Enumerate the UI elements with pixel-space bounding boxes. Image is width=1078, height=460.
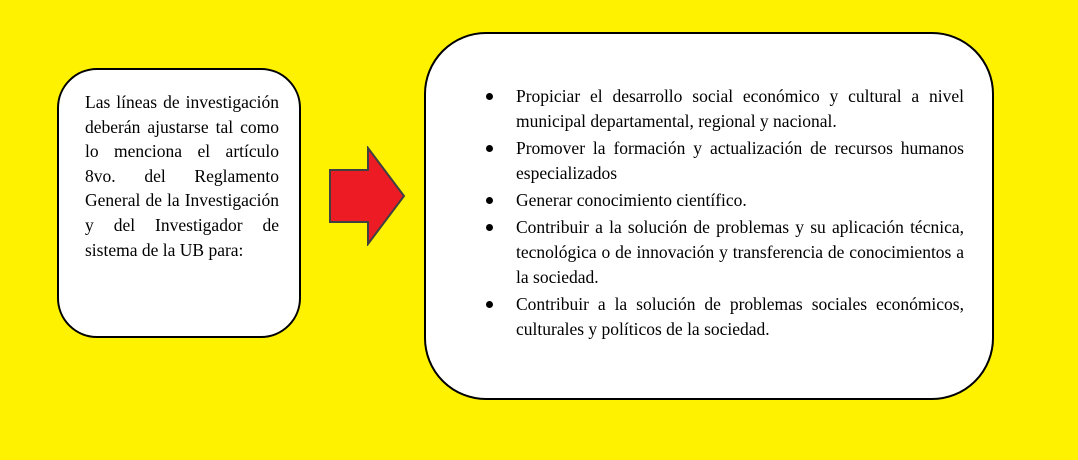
arrow-shape (330, 148, 404, 244)
objective-text: Contribuir a la solución de problemas sociales económicos, culturales y políticos de la sociedad. (516, 294, 964, 339)
objective-item (482, 188, 964, 213)
objective-item (482, 215, 964, 290)
bullet-icon (486, 301, 493, 308)
objective-item (482, 136, 964, 186)
right-arrow-icon (328, 146, 406, 246)
objective-text: Promover la formación y actualización de recursos humanos especializados (516, 138, 964, 183)
objective-text: Contribuir a la solución de problemas y su aplicación técnica, tecnológica o de innovación y transferencia de conocimientos a la sociedad. (516, 217, 964, 287)
objective-item (482, 292, 964, 342)
bullet-icon (486, 197, 493, 204)
bullet-icon (486, 224, 493, 231)
objective-text: Generar conocimiento científico. (516, 190, 747, 210)
objectives-box (424, 32, 994, 400)
intro-box (57, 68, 301, 338)
bullet-icon (486, 145, 493, 152)
bullet-icon (486, 93, 493, 100)
objective-text: Propiciar el desarrollo social económico y cultural a nivel municipal departamental, regional y nacional. (516, 86, 964, 131)
objectives-list (482, 84, 964, 344)
objective-item (482, 84, 964, 134)
intro-text: Las líneas de investigación deberán ajustarse tal como lo menciona el artículo 8vo. del Reglamento General de la Investigación y del Investigador de sistema de la UB para: (85, 92, 279, 260)
